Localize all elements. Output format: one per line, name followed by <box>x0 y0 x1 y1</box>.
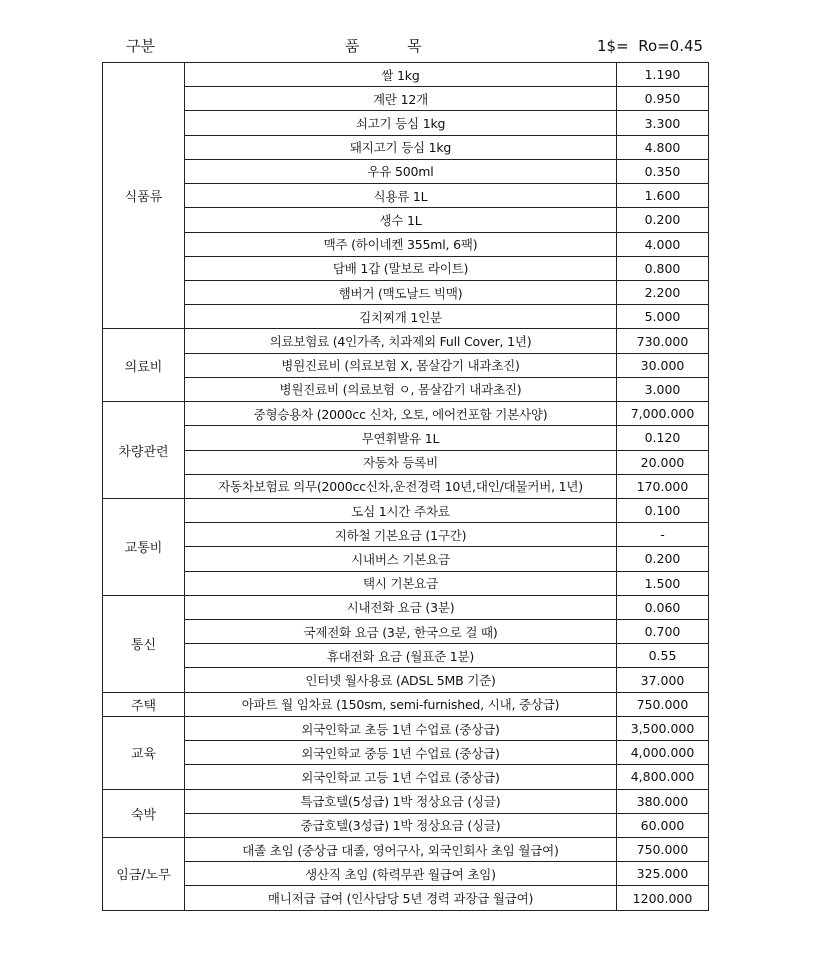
price-cell: 3.300 <box>617 111 709 135</box>
category-cell: 임금/노무 <box>103 838 185 911</box>
price-table <box>102 62 709 911</box>
item-cell: 식용류 1L <box>185 184 617 208</box>
table-row <box>103 571 709 595</box>
price-cell: 7,000.000 <box>617 402 709 426</box>
price-cell: 3.000 <box>617 377 709 401</box>
table-row <box>103 886 709 910</box>
table-row <box>103 547 709 571</box>
price-cell: 0.120 <box>617 426 709 450</box>
price-cell: 380.000 <box>617 789 709 813</box>
header-exchange-rate: 1$= Ro=0.45 <box>597 37 704 55</box>
item-cell: 지하철 기본요금 (1구간) <box>185 523 617 547</box>
table-row <box>103 741 709 765</box>
item-cell: 김치찌개 1인분 <box>185 305 617 329</box>
item-cell: 쇠고기 등심 1kg <box>185 111 617 135</box>
item-cell: 국제전화 요금 (3분, 한국으로 걸 때) <box>185 620 617 644</box>
price-cell: 37.000 <box>617 668 709 692</box>
price-cell: 1.500 <box>617 571 709 595</box>
item-cell: 대졸 초임 (중상급 대졸, 영어구사, 외국인회사 초임 월급여) <box>185 838 617 862</box>
price-cell: 730.000 <box>617 329 709 353</box>
item-cell: 아파트 월 임차료 (150sm, semi-furnished, 시내, 중상급) <box>185 692 617 716</box>
item-cell: 도심 1시간 주차료 <box>185 498 617 522</box>
table-row <box>103 135 709 159</box>
price-cell: 0.200 <box>617 208 709 232</box>
price-cell: 750.000 <box>617 692 709 716</box>
category-cell: 교육 <box>103 716 185 789</box>
price-cell: 0.800 <box>617 256 709 280</box>
table-row <box>103 716 709 740</box>
table-row <box>103 111 709 135</box>
price-cell: 5.000 <box>617 305 709 329</box>
item-cell: 시내전화 요금 (3분) <box>185 595 617 619</box>
item-cell: 매니저급 급여 (인사담당 5년 경력 과장급 월급여) <box>185 886 617 910</box>
price-cell: 0.55 <box>617 644 709 668</box>
item-cell: 중형승용차 (2000cc 신차, 오토, 에어컨포함 기본사양) <box>185 402 617 426</box>
item-cell: 택시 기본요금 <box>185 571 617 595</box>
table-row <box>103 668 709 692</box>
price-cell: 1.190 <box>617 63 709 87</box>
table-row <box>103 184 709 208</box>
price-cell: 0.060 <box>617 595 709 619</box>
item-cell: 햄버거 (맥도날드 빅맥) <box>185 280 617 304</box>
price-cell: - <box>617 523 709 547</box>
item-cell: 생산직 초임 (학력무관 월급여 초임) <box>185 862 617 886</box>
table-row <box>103 692 709 716</box>
price-cell: 0.100 <box>617 498 709 522</box>
price-table-body <box>103 63 709 911</box>
price-cell: 0.200 <box>617 547 709 571</box>
table-row <box>103 765 709 789</box>
table-row <box>103 256 709 280</box>
category-cell: 주택 <box>103 692 185 716</box>
category-cell: 교통비 <box>103 498 185 595</box>
table-row <box>103 208 709 232</box>
item-cell: 돼지고기 등심 1kg <box>185 135 617 159</box>
table-row <box>103 159 709 183</box>
table-row <box>103 232 709 256</box>
item-cell: 외국인학교 초등 1년 수업료 (중상급) <box>185 716 617 740</box>
category-cell: 차량관련 <box>103 402 185 499</box>
item-cell: 맥주 (하이네켄 355ml, 6팩) <box>185 232 617 256</box>
category-cell: 숙박 <box>103 789 185 837</box>
table-row <box>103 353 709 377</box>
table-row <box>103 426 709 450</box>
table-row <box>103 474 709 498</box>
table-row <box>103 402 709 426</box>
table-row <box>103 813 709 837</box>
item-cell: 휴대전화 요금 (월표준 1분) <box>185 644 617 668</box>
item-cell: 무연휘발유 1L <box>185 426 617 450</box>
item-cell: 자동차보험료 의무(2000cc신차,운전경력 10년,대인/대물커버, 1년) <box>185 474 617 498</box>
table-row <box>103 329 709 353</box>
item-cell: 우유 500ml <box>185 159 617 183</box>
price-cell: 30.000 <box>617 353 709 377</box>
price-cell: 1.600 <box>617 184 709 208</box>
item-cell: 의료보험료 (4인가족, 치과제외 Full Cover, 1년) <box>185 329 617 353</box>
item-cell: 외국인학교 중등 1년 수업료 (중상급) <box>185 741 617 765</box>
item-cell: 인터넷 월사용료 (ADSL 5MB 기준) <box>185 668 617 692</box>
item-cell: 병원진료비 (의료보험 ㅇ, 몸살감기 내과초진) <box>185 377 617 401</box>
item-cell: 쌀 1kg <box>185 63 617 87</box>
price-cell: 2.200 <box>617 280 709 304</box>
item-cell: 특급호텔(5성급) 1박 정상요금 (싱글) <box>185 789 617 813</box>
table-row <box>103 789 709 813</box>
table-row <box>103 87 709 111</box>
table-row <box>103 280 709 304</box>
category-cell: 통신 <box>103 595 185 692</box>
price-cell: 0.700 <box>617 620 709 644</box>
table-row <box>103 862 709 886</box>
table-row <box>103 450 709 474</box>
price-cell: 0.350 <box>617 159 709 183</box>
price-cell: 4,800.000 <box>617 765 709 789</box>
table-row <box>103 498 709 522</box>
price-cell: 20.000 <box>617 450 709 474</box>
table-row <box>103 305 709 329</box>
price-cell: 325.000 <box>617 862 709 886</box>
price-cell: 3,500.000 <box>617 716 709 740</box>
price-cell: 170.000 <box>617 474 709 498</box>
item-cell: 계란 12개 <box>185 87 617 111</box>
item-cell: 병원진료비 (의료보험 X, 몸살감기 내과초진) <box>185 353 617 377</box>
table-row <box>103 644 709 668</box>
category-cell: 식품류 <box>103 63 185 329</box>
table-row <box>103 620 709 644</box>
table-row <box>103 523 709 547</box>
price-cell: 0.950 <box>617 87 709 111</box>
item-cell: 시내버스 기본요금 <box>185 547 617 571</box>
table-row <box>103 838 709 862</box>
price-cell: 1200.000 <box>617 886 709 910</box>
item-cell: 외국인학교 고등 1년 수업료 (중상급) <box>185 765 617 789</box>
item-cell: 자동차 등록비 <box>185 450 617 474</box>
table-row <box>103 63 709 87</box>
item-cell: 생수 1L <box>185 208 617 232</box>
category-cell: 의료비 <box>103 329 185 402</box>
header-item: 품 목 <box>345 37 422 55</box>
price-cell: 4,000.000 <box>617 741 709 765</box>
item-cell: 중급호텔(3성급) 1박 정상요금 (싱글) <box>185 813 617 837</box>
header-category: 구분 <box>126 37 155 55</box>
price-cell: 4.000 <box>617 232 709 256</box>
price-cell: 750.000 <box>617 838 709 862</box>
table-row <box>103 377 709 401</box>
price-cell: 60.000 <box>617 813 709 837</box>
price-cell: 4.800 <box>617 135 709 159</box>
item-cell: 담배 1갑 (말보로 라이트) <box>185 256 617 280</box>
table-row <box>103 595 709 619</box>
